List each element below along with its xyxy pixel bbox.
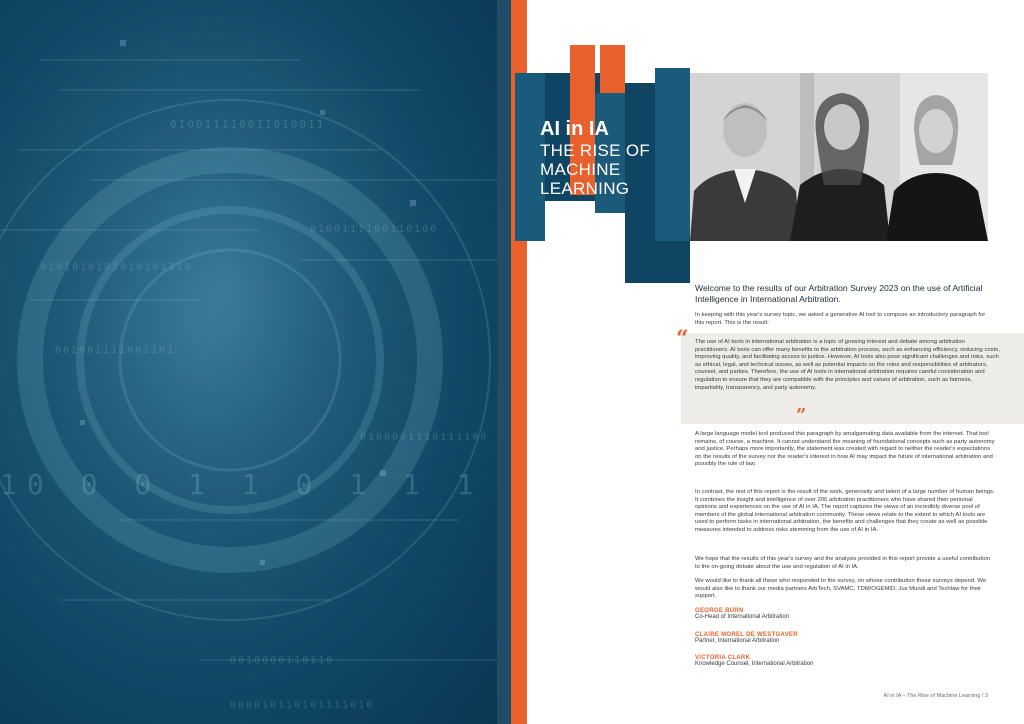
body-paragraph: In contrast, the rest of this report is the result of the work, generosity and talent of a large number of human beings. It combines the insight and intelligence of over 200 arbitration practitioners who have shared their personal opinions and experiences on the use of AI in IA. The report captures the views of an incredibly diverse pool of members of the global international arbitration community. These views relate to the extent to which AI tools are used to perform tasks in international arbitration, the benefits and challenges that they create as well as possible measures intended to address risks stemming from the use of AI in IA. <box>695 489 995 533</box>
signatory-name: VICTORIA CLARK <box>695 655 751 661</box>
banner-block <box>600 45 625 100</box>
binary-text: 0010000110110 <box>230 655 335 666</box>
open-quote-icon: “ <box>676 326 689 352</box>
signatory <box>695 655 995 667</box>
authors-portrait <box>690 73 988 241</box>
signatory <box>695 632 995 644</box>
ai-generated-quote: The use of AI tools in international arbitration is a topic of growing interest and debate among arbitration practitioners. AI tools can offer many benefits to the arbitration process, such as enhancing efficiency, reducing costs, improving quality, and facilitating access to justice. However, AI tools also pose significant challenges and risks, such as ethical, legal, and technical issues, as well as potential impacts on the roles and responsibilities of arbitrators, counsel, and parties. Therefore, the use of AI tools in international arbitration requires careful consideration and regulation to ensure that they are compatible with the principles and values of arbitration, such as fairness, impartiality, transparency, and party autonomy. <box>695 339 1000 391</box>
signatory <box>695 608 995 620</box>
signatory-role: Co-Head of International Arbitration <box>695 614 790 620</box>
title-line: MACHINE <box>540 160 621 179</box>
title-main: AI in IA <box>540 118 609 140</box>
binary-text: 0101010101010101110 <box>40 262 193 273</box>
binary-text: 10 0 0 1 1 0 1 1 1 <box>0 468 484 501</box>
intro-heading: Welcome to the results of our Arbitration Survey 2023 on the use of Artificial Intelligence in International Arbitration. <box>695 283 983 304</box>
body-paragraph: A large language model tool produced this paragraph by amalgamating data available from the internet. That tool remains, of course, a machine. It cannot understand the meaning of foundational concepts such as party autonomy and justice. Perhaps more importantly, the statement was created with regard to neither the reader's expectations on the results of the survey nor the reader's interest in how AI may impact the future of international arbitration and possibly the rule of law. <box>695 431 995 468</box>
cover-image <box>0 0 497 724</box>
signatory-role: Partner, International Arbitration <box>695 638 780 644</box>
title-line: THE RISE OF <box>540 141 651 160</box>
page-footer: AI in IA – The Rise of Machine Learning / 3 <box>883 693 988 699</box>
binary-text: 0100111100110100 <box>310 224 439 235</box>
spine-stripe-navy <box>497 0 511 724</box>
report-title <box>540 117 690 198</box>
body-paragraph: We hope that the results of this year's survey and the analysis provided in this report provide a useful contribution to the on-going debate about the use and regulation of AI in IA. <box>695 556 991 570</box>
signatory-role: Knowledge Counsel, International Arbitration <box>695 661 814 667</box>
authors-photo <box>690 73 988 241</box>
binary-text: 001001111001101 <box>55 345 176 356</box>
signatory-name: GEORGE BURN <box>695 608 744 614</box>
body-paragraph: We would like to thank all those who responded to the survey, on whose contribution these surveys depend. We would also like to thank our media partners ArbTech, SVAMC, TDM/OGEMID, Jus Mundi and Techlaw for their support. <box>695 578 987 600</box>
close-quote-icon: ” <box>796 405 807 426</box>
title-line: LEARNING <box>540 179 630 198</box>
signatory-name: CLAIRE MOREL DE WESTGAVER <box>695 632 798 638</box>
circuit-artwork <box>0 0 497 724</box>
binary-text: 0100001110111100 <box>360 432 489 443</box>
intro-lead: In keeping with this year's survey topic, we asked a generative AI tool to compose an introductory paragraph for this report. This is the result: <box>695 312 986 326</box>
binary-text: 010011110011010011 <box>170 118 326 131</box>
binary-text: 000010110101111010 <box>230 700 375 711</box>
